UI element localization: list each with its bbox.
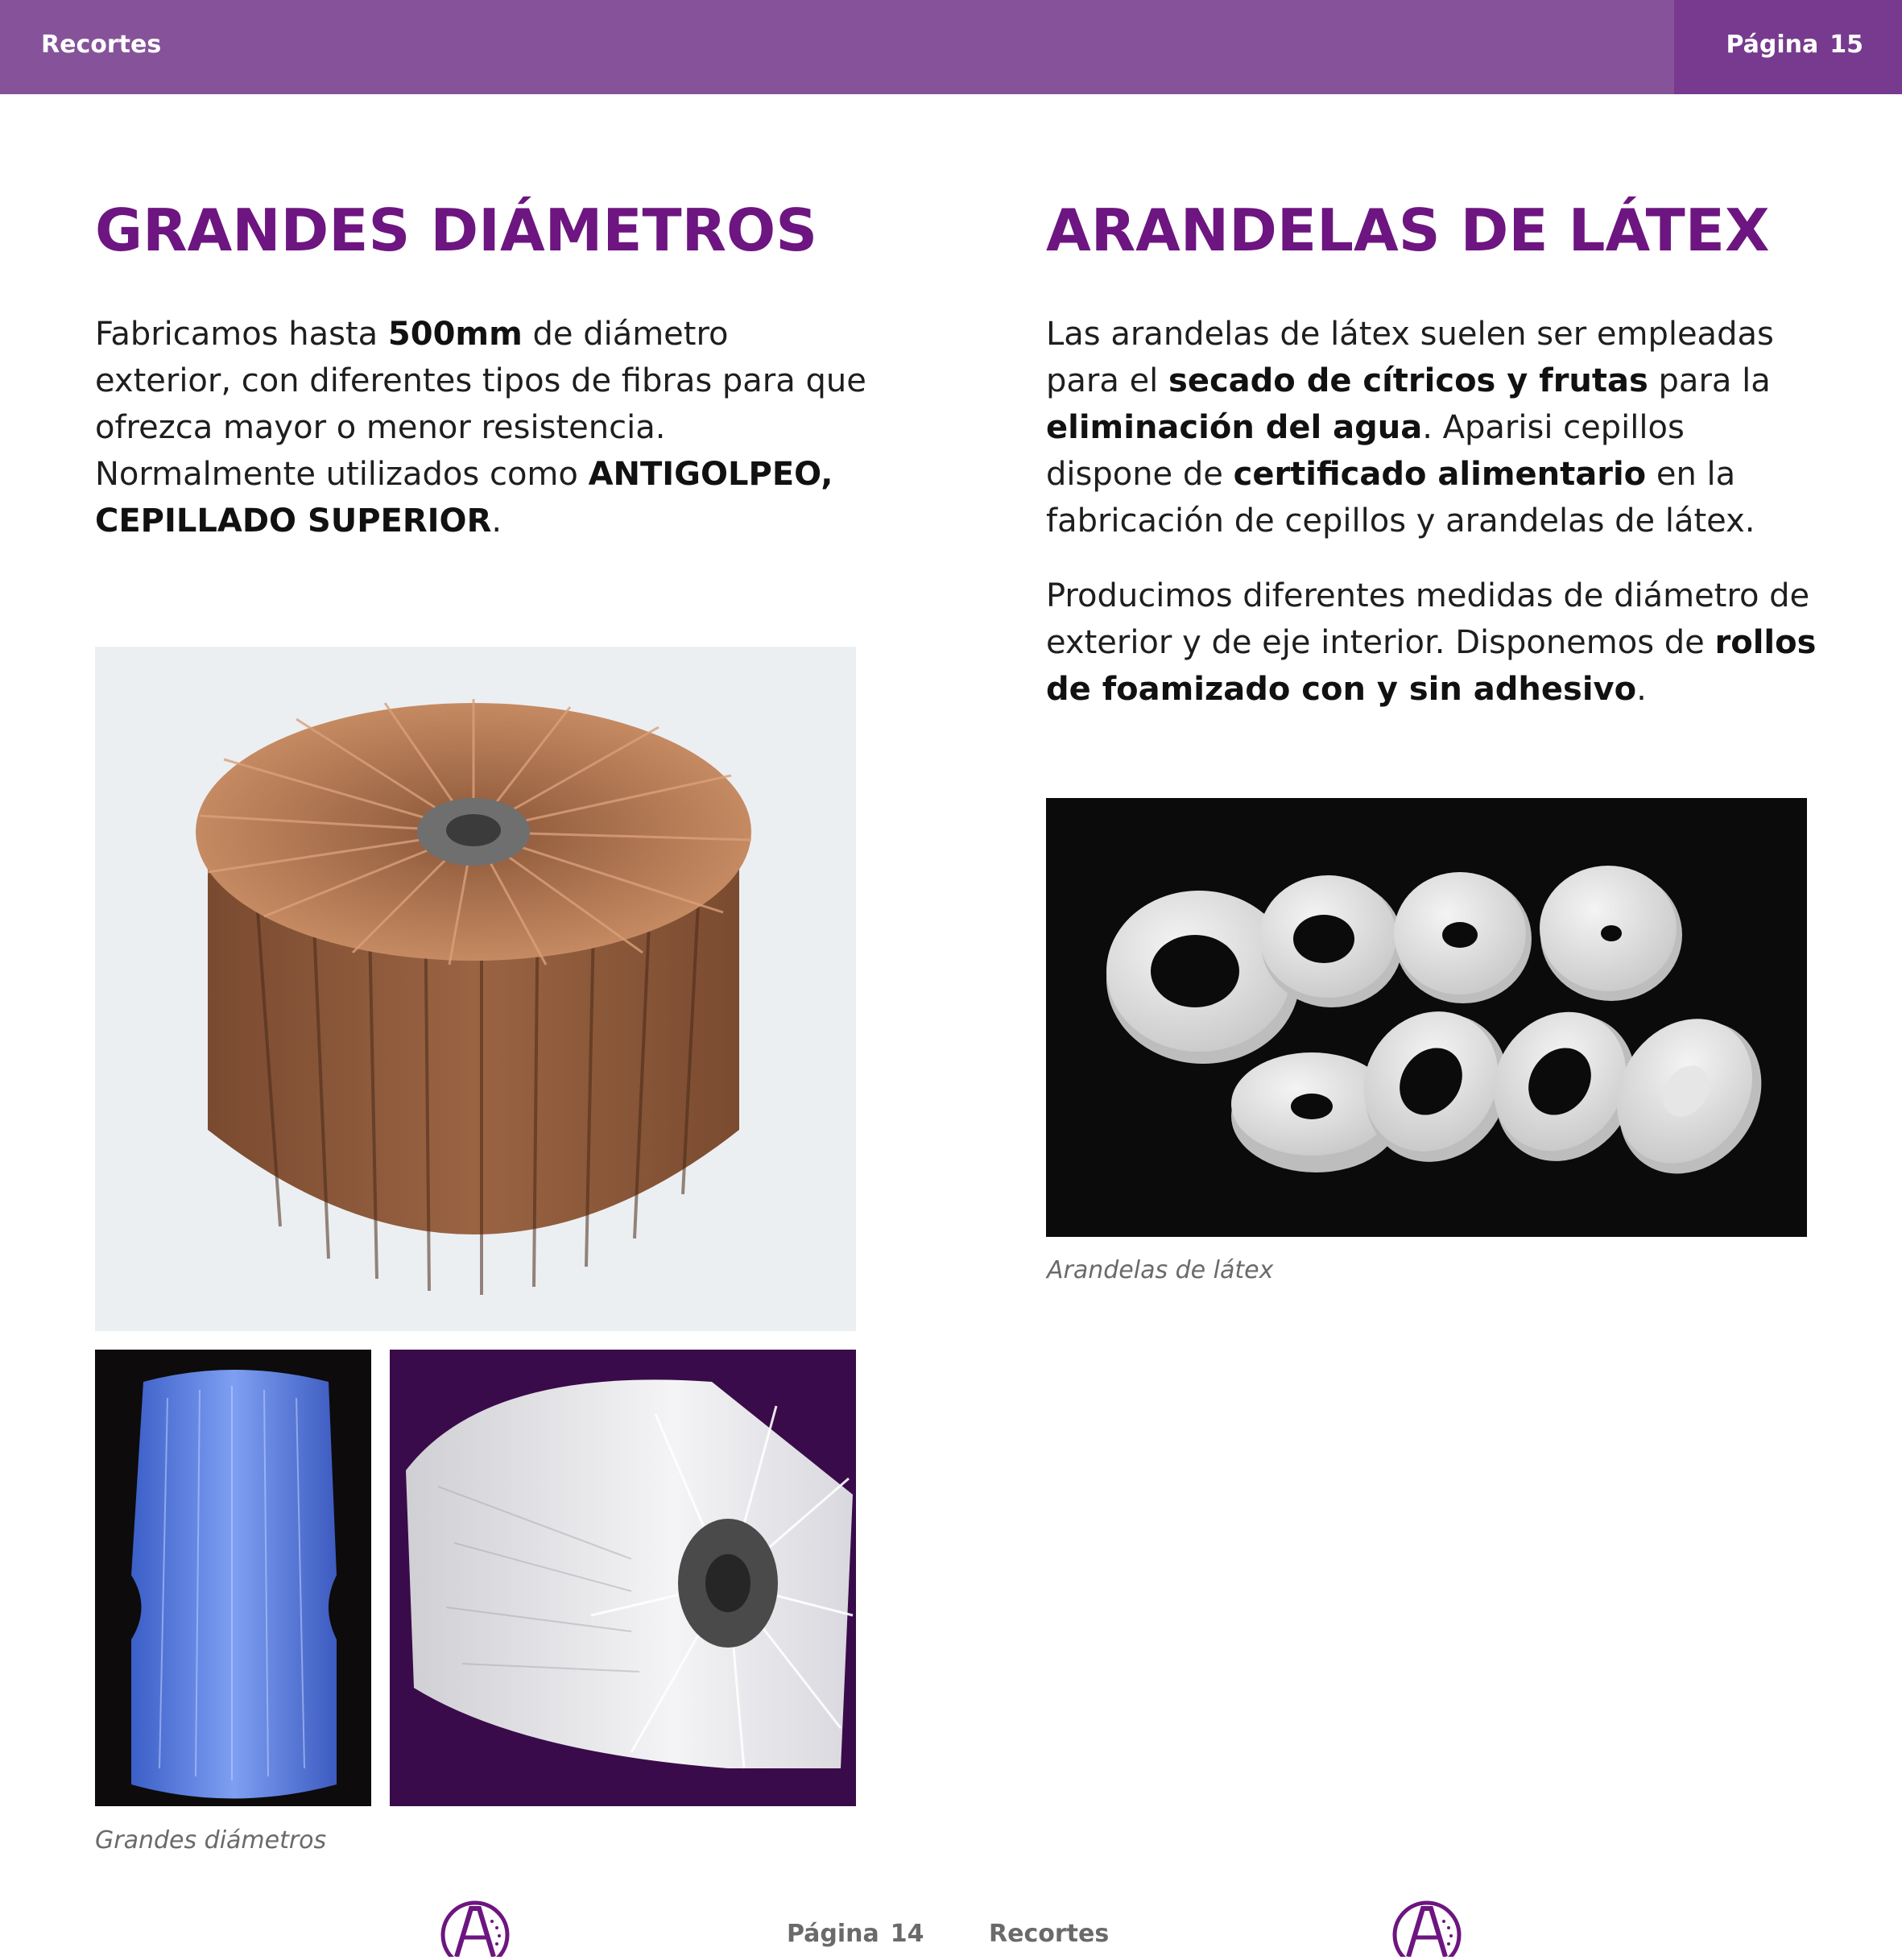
- header-page-value: 15: [1830, 31, 1863, 59]
- photo-latex-washers: [1046, 798, 1807, 1237]
- text-run: Fabricamos hasta: [95, 316, 388, 353]
- footer-section-title: Recortes: [989, 1920, 1110, 1948]
- photo-blue-brush: [95, 1350, 371, 1806]
- header-section-title: Recortes: [41, 31, 162, 59]
- caption-grandes-diametros: Grandes diámetros: [95, 1826, 327, 1855]
- bold-run: certificado alimentario: [1233, 456, 1647, 493]
- bold-run: eliminación del agua: [1046, 409, 1423, 446]
- bold-run: secado de cítricos y frutas: [1168, 362, 1648, 399]
- text-run: .: [1636, 671, 1647, 708]
- paragraph-grandes-diametros: [95, 311, 868, 544]
- caption-arandelas-de-latex: Arandelas de látex: [1047, 1256, 1274, 1284]
- photo-brown-brush: [95, 647, 856, 1331]
- paragraph-arandelas-1: [1046, 311, 1819, 544]
- footer-page-number: [787, 1920, 924, 1948]
- text-run: de diámetro exterior, con diferentes tipos de fibras para que ofrezca mayor o menor resistencia. Normalmente utilizados como: [95, 316, 866, 493]
- text-run: en la fabricación de cepillos y arandelas de látex.: [1046, 456, 1755, 540]
- photo-white-brush: [390, 1350, 856, 1806]
- aparisi-logo-icon: [1391, 1899, 1463, 1957]
- header-page-number: [1726, 31, 1863, 59]
- text-run: Las arandelas de látex suelen ser empleadas para el: [1046, 316, 1774, 399]
- footer-page-value: 14: [890, 1920, 924, 1948]
- text-run: .: [491, 502, 502, 540]
- text-run: Producimos diferentes medidas de diámetro de exterior y de eje interior. Disponemos de: [1046, 577, 1810, 661]
- footer-page-word: Página: [787, 1920, 879, 1948]
- header-bar: [0, 0, 1902, 94]
- text-run: para la: [1648, 362, 1771, 399]
- bold-run: rollos de foamizado con y sin adhesivo: [1046, 624, 1817, 708]
- bold-run: 500mm: [387, 316, 523, 353]
- heading-grandes-diametros: GRANDES DIÁMETROS: [95, 196, 818, 264]
- aparisi-logo-icon: [439, 1899, 511, 1957]
- header-page-word: Página: [1726, 31, 1819, 59]
- text-run: . Aparisi cepillos dispone de: [1046, 409, 1685, 493]
- paragraph-arandelas-2: [1046, 573, 1819, 713]
- heading-arandelas-de-latex: ARANDELAS DE LÁTEX: [1046, 196, 1770, 264]
- bold-run: ANTIGOLPEO, CEPILLADO SUPERIOR: [95, 456, 833, 540]
